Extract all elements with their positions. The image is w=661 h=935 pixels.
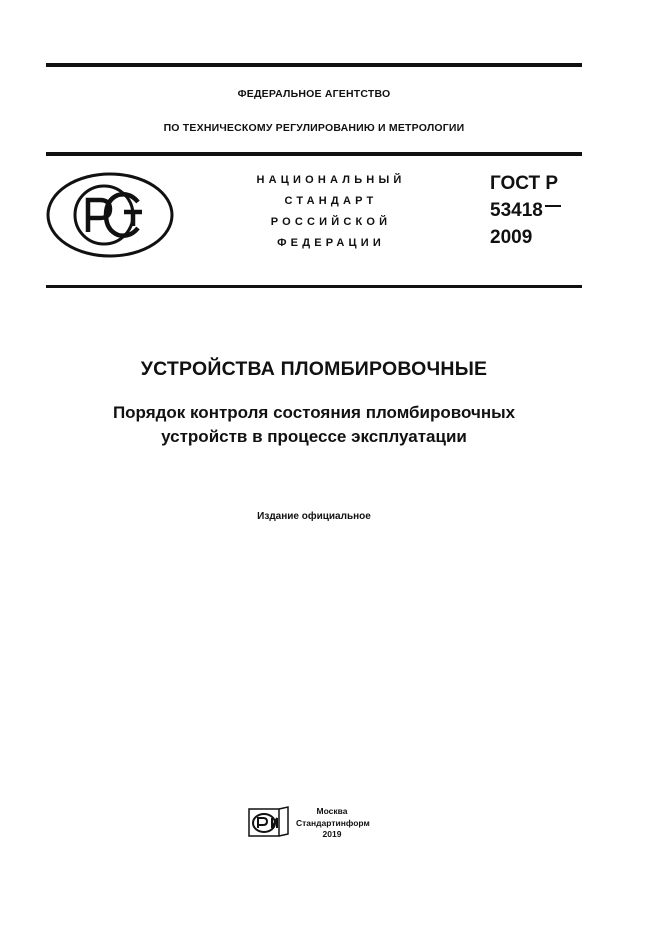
gost-number: 53418 — [490, 200, 543, 221]
agency-name-line2: ПО ТЕХНИЧЕСКОМУ РЕГУЛИРОВАНИЮ И МЕТРОЛОГИИ — [163, 122, 465, 134]
publisher-year: 2019 — [322, 829, 342, 839]
agency-name-line1: ФЕДЕРАЛЬНОЕ АГЕНТСТВО — [237, 88, 391, 100]
publisher-imprint — [296, 806, 368, 841]
publisher-city: Москва — [316, 806, 348, 816]
national-line-4: ФЕДЕРАЦИИ — [277, 237, 385, 249]
gost-number-line — [490, 197, 561, 224]
national-line-3: РОССИЙСКОЙ — [270, 216, 392, 228]
gost-dash — [545, 205, 561, 207]
standard-rule — [46, 285, 582, 288]
rst-logo-icon — [44, 170, 176, 260]
national-standard-label — [226, 170, 436, 254]
subtitle-line-1: Порядок контроля состояния пломбировочных — [112, 403, 516, 422]
document-subtitle — [46, 401, 582, 449]
publisher-name: Стандартинформ — [296, 817, 370, 828]
subtitle-line-2: устройств в процессе эксплуатации — [161, 427, 467, 446]
edition-note: Издание официальное — [257, 511, 371, 522]
header-rule — [46, 152, 582, 156]
gost-designation — [490, 170, 561, 251]
standartinform-logo-icon — [248, 806, 290, 838]
national-line-2: СТАНДАРТ — [284, 195, 378, 207]
document-title: УСТРОЙСТВА ПЛОМБИРОВОЧНЫЕ — [140, 358, 488, 380]
gost-label: ГОСТ Р — [490, 173, 559, 194]
gost-year: 2009 — [490, 227, 533, 248]
national-line-1: НАЦИОНАЛЬНЫЙ — [256, 174, 406, 186]
top-rule — [46, 63, 582, 67]
